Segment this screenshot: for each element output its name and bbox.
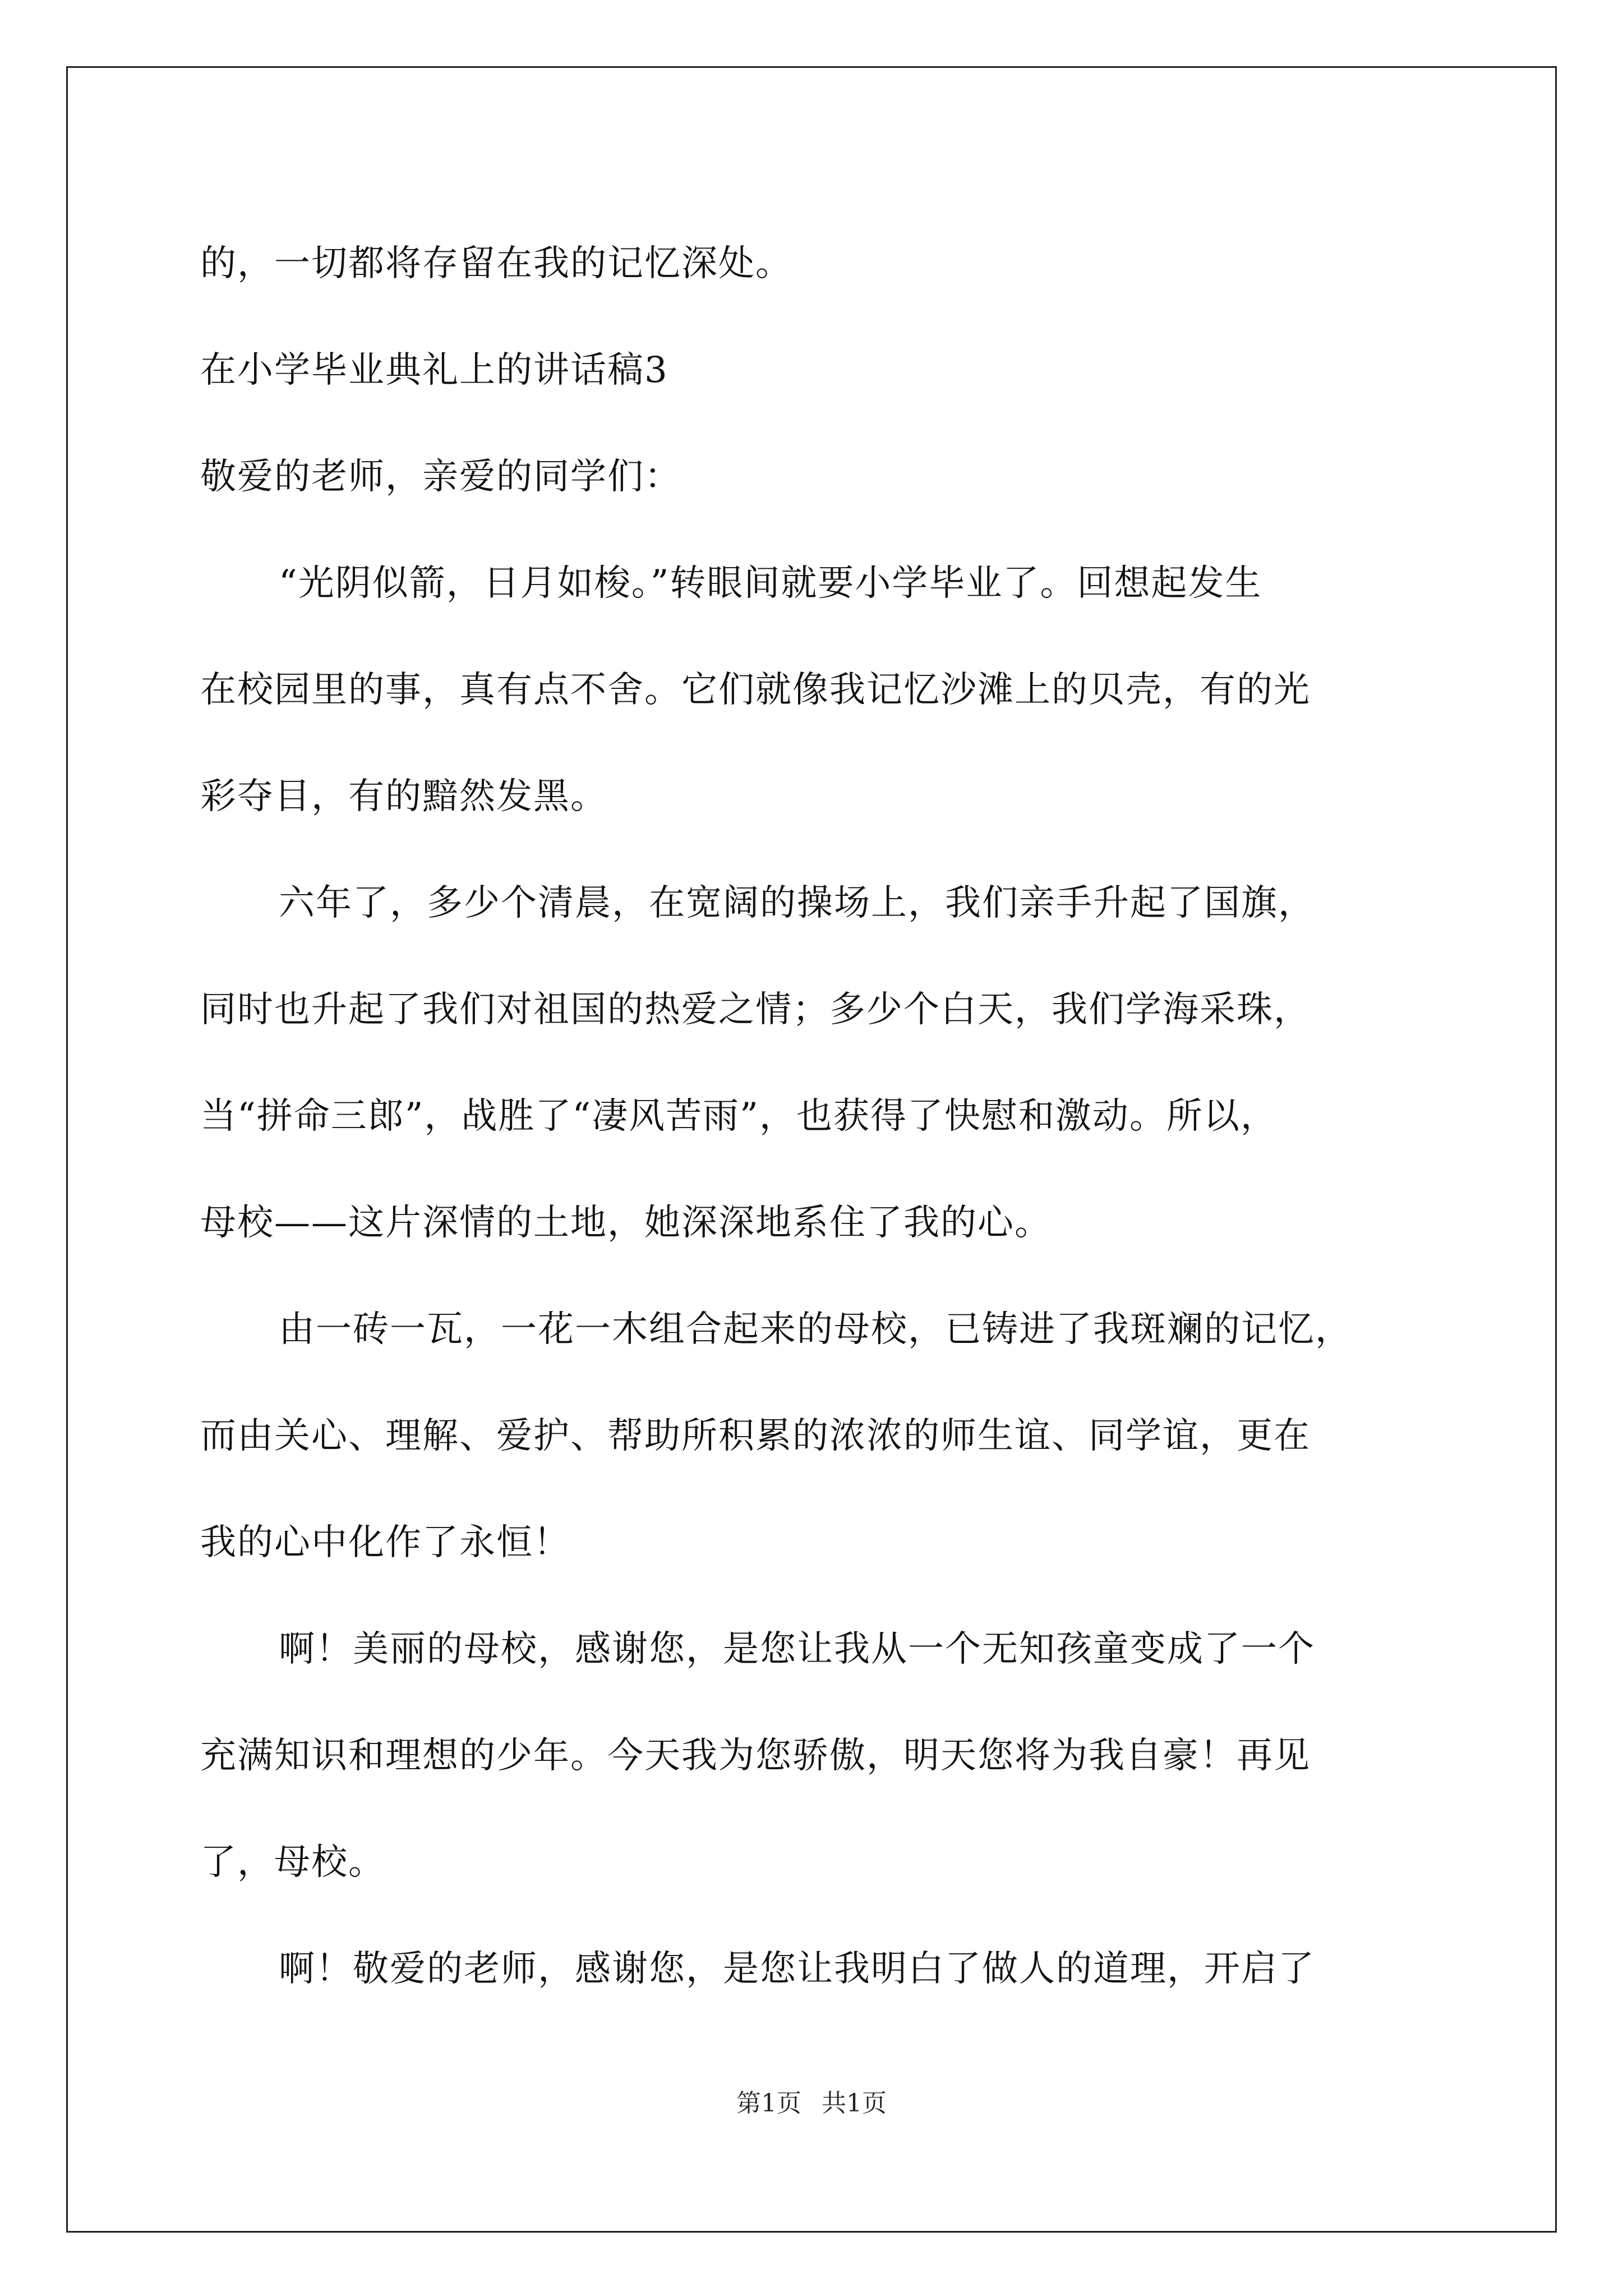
text-line: 我的心中化作了永恒！ [200,1522,570,1563]
text-line: 彩夺目，有的黯然发黑。 [200,776,607,817]
page-footer [0,2087,1623,2120]
section-heading: 在小学毕业典礼上的讲话稿3 [200,349,668,391]
text-line: 充满知识和理想的少年。今天我为您骄傲，明天您将为我自豪！再见 [200,1735,1311,1777]
paragraph-start-line: 六年了，多少个清晨，在宽阔的操场上，我们亲手升起了国旗， [279,882,1315,924]
text-line: 同时也升起了我们对祖国的热爱之情；多少个白天，我们学海采珠， [200,989,1311,1030]
page-number-current: 第1页 [736,2089,801,2118]
paragraph-start-line: 啊！敬爱的老师，感谢您，是您让我明白了做人的道理，开启了 [279,1948,1315,1990]
text-line: 了，母校。 [200,1842,385,1883]
paragraph-start-line: 啊！美丽的母校，感谢您，是您让我从一个无知孩童变成了一个 [279,1628,1315,1670]
text-line: 当“拼命三郎”，战胜了“凄风苦雨”，也获得了快慰和激动。所以， [200,1096,1278,1137]
text-line: 在校园里的事，真有点不舍。它们就像我记忆沙滩上的贝壳，有的光 [200,669,1311,711]
salutation: 敬爱的老师，亲爱的同学们： [200,456,681,498]
text-line: 而由关心、理解、爱护、帮助所积累的浓浓的师生谊、同学谊，更在 [200,1415,1311,1457]
document-body [200,210,1434,2022]
text-line: 的，一切都将存留在我的记忆深处。 [200,243,792,284]
paragraph-start-line: “光阴似箭，日月如梭。”转眼间就要小学毕业了。回想起发生 [279,563,1262,604]
paragraph-start-line: 由一砖一瓦，一花一木组合起来的母校，已铸进了我斑斓的记忆， [279,1309,1352,1350]
text-line: 母校——这片深情的土地，她深深地系住了我的心。 [200,1202,1052,1244]
page-number-total: 共1页 [822,2089,887,2118]
